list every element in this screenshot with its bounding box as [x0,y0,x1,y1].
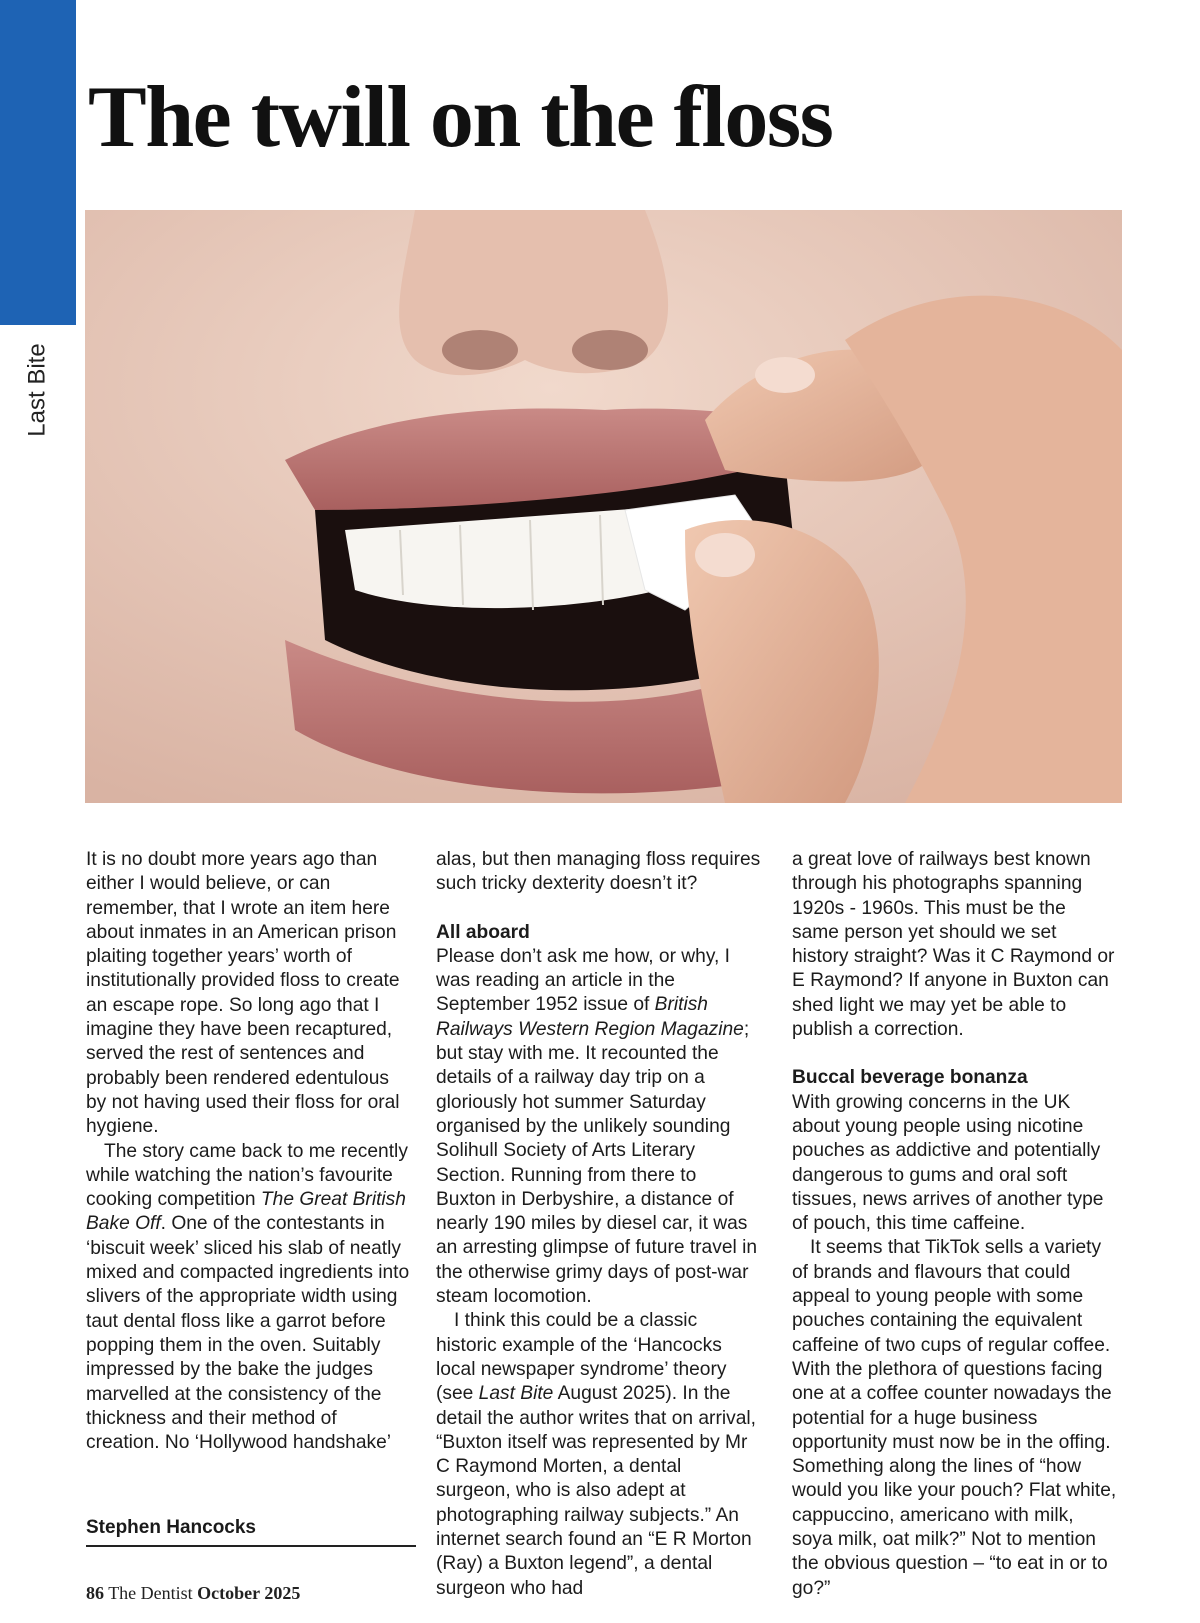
paragraph: Please don’t ask me how, or why, I was reading an article in the September 1952 issue of British Railways Western Region Magazine; but stay with me. It recounted the details of a railway day trip on a gloriously hot summer Saturday organised by the unlikely sounding Solihull Society of Arts Literary Section. Running from there to Buxton in Derbyshire, a distance of nearly 190 miles by diesel car, it was an arresting glimpse of future travel in the otherwise grimy days of post-war steam locomotion. [436,945,758,1308]
paragraph: The story came back to me recently while watching the nation’s favourite cooking competition The Great British Bake Off. One of the contestants in ‘biscuit week’ sliced his slab of neatly mixed and compacted ingredients into slivers of the appropriate width using taut dental floss like a garrot before popping them in the oven. Suitably impressed by the bake the judges marvelled at the consistency of the thickness and their method of creation. No ‘Hollywood handshake’ [86,1140,410,1454]
section-color-bar [0,0,76,325]
column-1 [86,848,411,1455]
paragraph: alas, but then managing floss requires such tricky dexterity doesn’t it? [436,849,761,895]
page-footer [86,1583,300,1604]
paragraph: I think this could be a classic historic example of the ‘Hancocks local newspaper syndrome’ theory (see Last Bite August 2025). In the detail the author writes that on arrival, “Buxton itself was represented by Mr C Raymond Morten, a dental surgeon, who is also adept at photographing railway subjects.” An internet search found an “E R Morton (Ray) a Buxton legend”, a dental surgeon who had [436,1310,756,1599]
section-label: Last Bite [24,343,52,437]
paragraph: It seems that TikTok sells a variety of brands and flavours that could appeal to young people with some pouches containing the equivalent caffeine of two cups of regular coffee. With the plethora of questions facing one at a coffee counter nowadays the potential for a huge business opportunity must now be in the offing. Something along the lines of “how would you like your pouch? Flat white, cappuccino, americano with milk, soya milk, oat milk?” Not to mention the obvious question – “to eat in or to go?” [792,1237,1117,1599]
column-2 [436,848,761,1601]
issue-date: October 2025 [197,1583,301,1603]
paragraph: It is no doubt more years ago than either I would believe, or can remember, that I wrote an item here about inmates in an American prison plaiting together years’ worth of institutionally provided floss to create an escape rope. So long ago that I imagine they have been recaptured, served the rest of sentences and probably been rendered edentulous by not having used their floss for oral hygiene. [86,849,400,1138]
paragraph: With growing concerns in the UK about young people using nicotine pouches as addictive and potentially dangerous to gums and oral soft tissues, news arrives of another type of pouch, this time caffeine. [792,1091,1104,1235]
subheading: All aboard [436,921,530,943]
article-title: The twill on the floss [88,69,833,166]
page-number: 86 [86,1583,104,1603]
column-3 [792,848,1117,1601]
author-byline: Stephen Hancocks [86,1517,416,1547]
article-photo [85,210,1122,803]
magazine-name: The Dentist [108,1583,193,1603]
paragraph: a great love of railways best known through his photographs spanning 1920s - 1960s. This must be the same person yet should we set history straight? Was it C Raymond or E Raymond? If anyone in Buxton can shed light we may yet be able to publish a correction. [792,849,1115,1041]
subheading: Buccal beverage bonanza [792,1067,1028,1089]
